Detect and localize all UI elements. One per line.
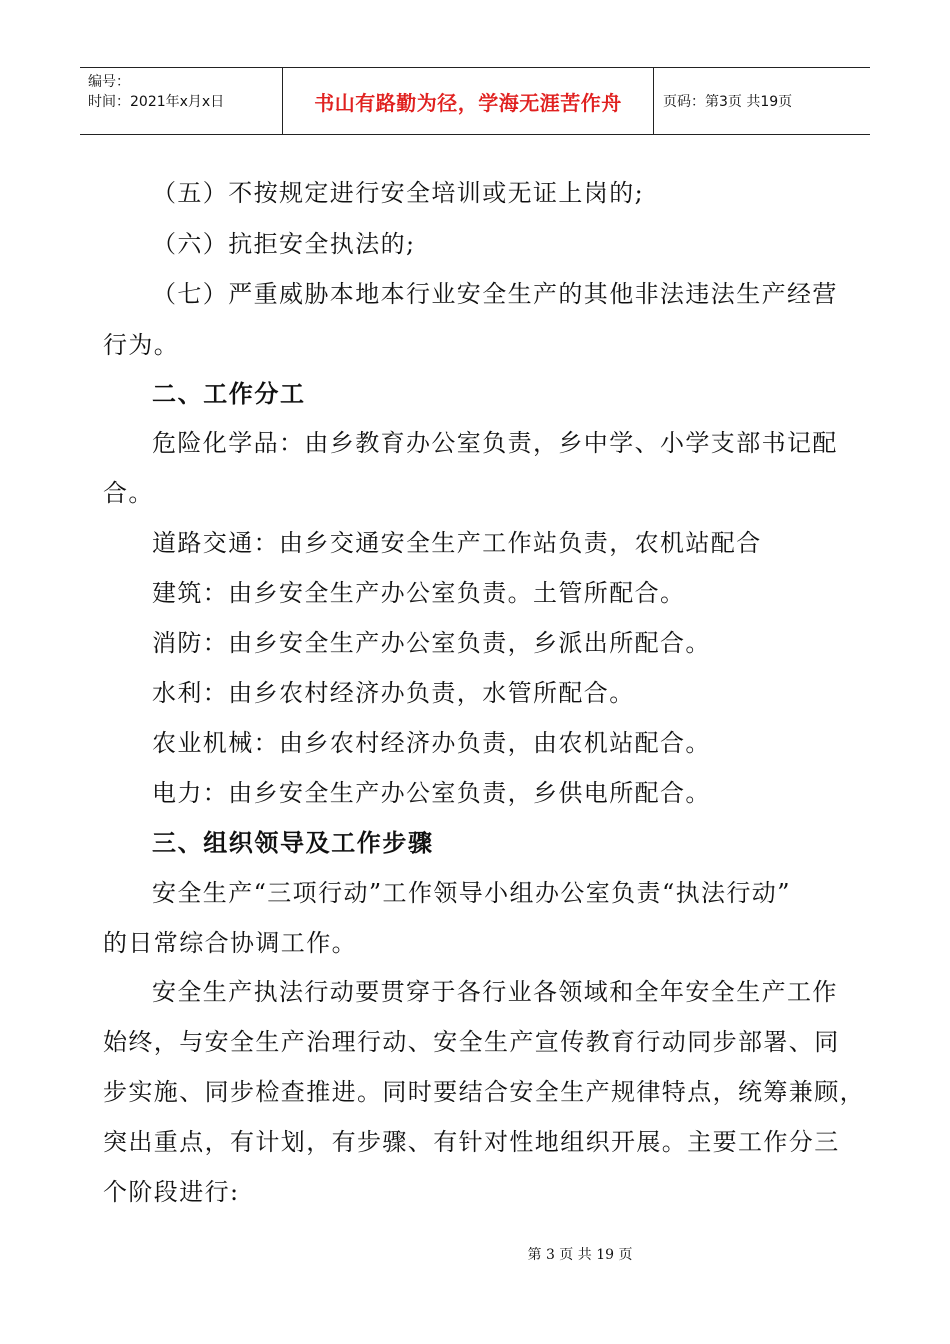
header-meta — [80, 68, 283, 134]
section-heading-organization-and-steps: 三、组织领导及工作步骤 — [152, 829, 434, 857]
paragraph-leadership-office: 安全生产“三项行动”工作领导小组办公室负责“执法行动” — [152, 879, 791, 907]
paragraph-construction: 建筑：由乡安全生产办公室负责。土管所配合。 — [152, 579, 686, 607]
paragraph-enforcement-action-line-4: 突出重点，有计划，有步骤、有针对性地组织开展。主要工作分三 — [103, 1128, 840, 1156]
paragraph-enforcement-action: 安全生产执法行动要贯穿于各行业各领域和全年安全生产工作 — [152, 978, 838, 1006]
paragraph-hazardous-chemicals-continued: 合。 — [103, 479, 154, 507]
paragraph-water-conservancy: 水利：由乡农村经济办负责，水管所配合。 — [152, 679, 635, 707]
paragraph-enforcement-action-line-5: 个阶段进行: — [103, 1178, 240, 1206]
paragraph-agricultural-machinery: 农业机械：由乡农村经济办负责，由农机站配合。 — [152, 729, 711, 757]
document-time-label: 时间：2021年x月x日 — [88, 94, 225, 110]
paragraph-hazardous-chemicals: 危险化学品：由乡教育办公室负责，乡中学、小学支部书记配 — [152, 429, 838, 457]
header-motto: 书山有路勤为径，学海无涯苦作舟 — [283, 68, 654, 134]
paragraph-enforcement-action-line-2: 始终，与安全生产治理行动、安全生产宣传教育行动同步部署、同 — [103, 1028, 840, 1056]
paragraph-road-traffic: 道路交通：由乡交通安全生产工作站负责，农机站配合 — [152, 529, 762, 557]
page-footer: 第 3 页 共 19 页 — [527, 1247, 633, 1263]
item-seven-continued: 行为。 — [103, 331, 180, 359]
header-page-info: 页码：第3页 共19页 — [663, 94, 793, 110]
item-five: （五）不按规定进行安全培训或无证上岗的; — [152, 179, 645, 207]
paragraph-fire-protection: 消防：由乡安全生产办公室负责，乡派出所配合。 — [152, 629, 711, 657]
page-header — [80, 67, 870, 135]
paragraph-enforcement-action-line-3: 步实施、同步检查推进。同时要结合安全生产规律特点，统筹兼顾， — [103, 1078, 865, 1106]
paragraph-leadership-office-continued: 的日常综合协调工作。 — [103, 929, 357, 957]
paragraph-electric-power: 电力：由乡安全生产办公室负责，乡供电所配合。 — [152, 779, 711, 807]
document-number-label: 编号： — [88, 74, 130, 90]
item-six: （六）抗拒安全执法的; — [152, 230, 416, 258]
section-heading-division-of-work: 二、工作分工 — [152, 380, 306, 408]
item-seven: （七）严重威胁本地本行业安全生产的其他非法违法生产经营 — [152, 280, 838, 308]
